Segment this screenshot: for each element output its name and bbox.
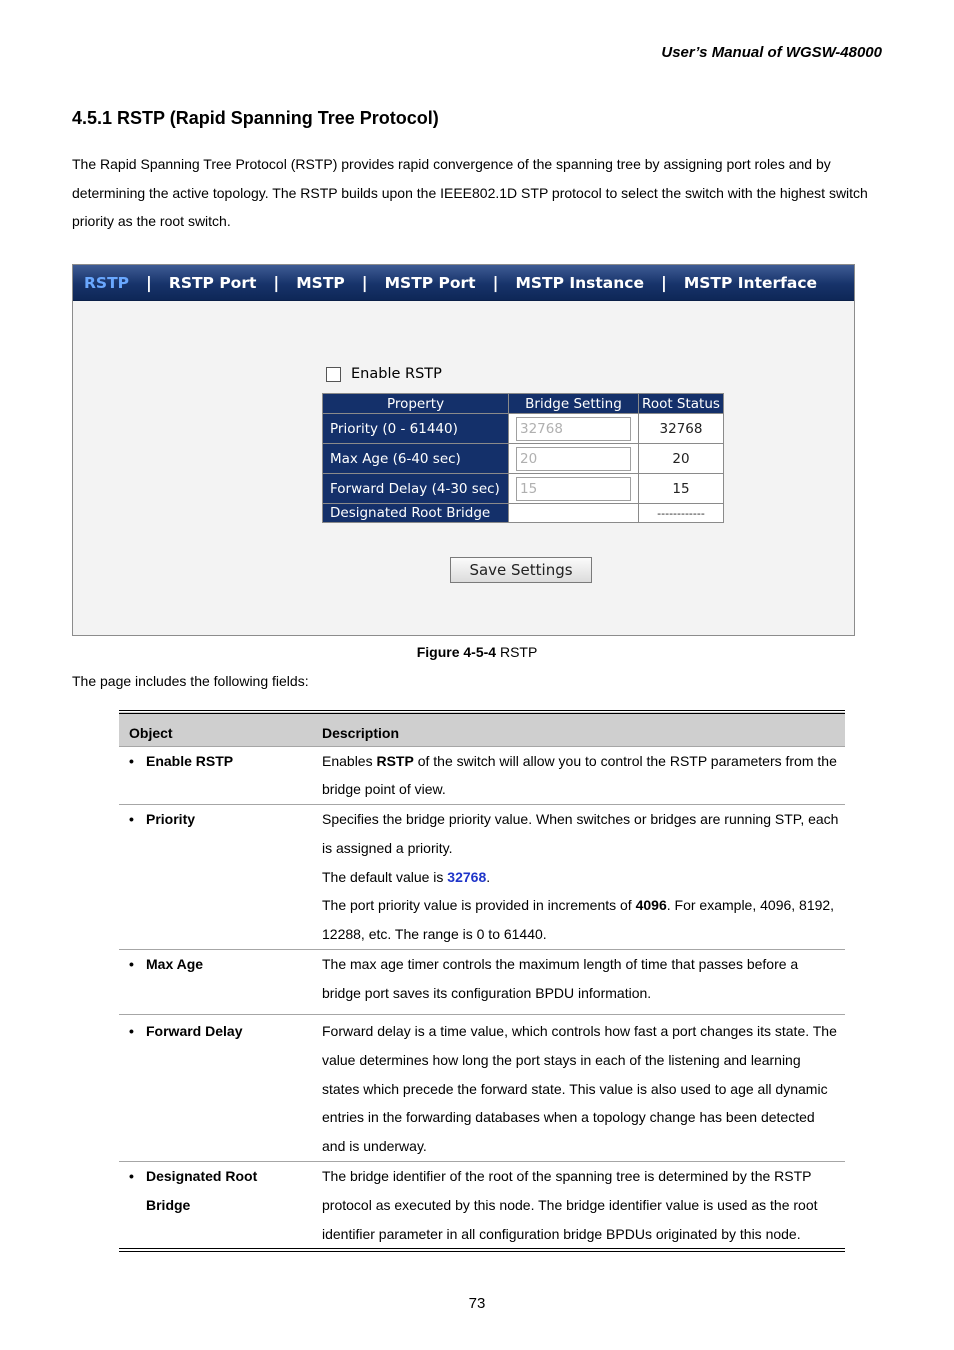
nav-separator: |	[661, 273, 667, 292]
table-row	[323, 504, 724, 523]
designated-root-setting	[509, 504, 639, 523]
max-age-root-status: 20	[639, 444, 724, 474]
table-row	[119, 805, 845, 950]
desc-designated-root: The bridge identifier of the root of the spanning tree is determined by the RSTP protocol as executed by this node. The bridge identifier value is used as the root identifier parameter in all configuration bridge BPDUs originated by this node.	[312, 1162, 845, 1251]
header-property: Property	[323, 394, 509, 414]
enable-rstp-label: Enable RSTP	[351, 366, 442, 382]
default-priority-value: 32768	[447, 868, 487, 885]
table-row	[119, 1015, 845, 1162]
priority-root-status: 32768	[639, 414, 724, 444]
tab-mstp-instance[interactable]: MSTP Instance	[515, 273, 644, 292]
page-number: 73	[468, 1295, 486, 1312]
tab-rstp-port[interactable]: RSTP Port	[168, 273, 257, 292]
desc-forward-delay: Forward delay is a time value, which controls how fast a port changes its state. The value determines how long the port stays in each of the listening and learning states which precede the forward state. This value is also used to age all dynamic entries in the forwarding databases when a topology change has been detected and is underway.	[312, 1015, 845, 1162]
save-settings-button[interactable]: Save Settings	[450, 557, 592, 583]
tab-mstp-interface[interactable]: MSTP Interface	[683, 273, 818, 292]
enable-rstp-row	[326, 366, 442, 382]
fields-intro: The page includes the following fields:	[72, 673, 309, 689]
header-description: Description	[312, 712, 845, 746]
tab-mstp[interactable]: MSTP	[296, 273, 345, 292]
header-bridge-setting: Bridge Setting	[509, 394, 639, 414]
nav-bar	[73, 265, 854, 301]
bullet-icon: •	[129, 811, 134, 828]
nav-separator: |	[146, 273, 152, 292]
figure-caption	[0, 644, 954, 660]
bullet-icon: •	[129, 956, 134, 973]
intro-paragraph: The Rapid Spanning Tree Protocol (RSTP) provides rapid convergence of the spanning tree by assigning port roles and by determining the active topology. The RSTP builds upon the IEEE802.1D STP protocol to select the switch with the highest switch priority as the root switch.	[72, 156, 868, 229]
enable-rstp-checkbox[interactable]	[326, 367, 341, 382]
row-label-designated-root: Designated Root Bridge	[323, 504, 509, 523]
priority-input[interactable]: 32768	[516, 417, 631, 441]
bullet-icon: •	[129, 1023, 134, 1040]
table-row	[323, 444, 724, 474]
object-forward-delay: Forward Delay	[146, 1023, 243, 1040]
bullet-icon: •	[129, 752, 134, 769]
designated-root-status: ------------	[639, 504, 724, 523]
object-enable-rstp: Enable RSTP	[146, 752, 234, 769]
tab-mstp-port[interactable]: MSTP Port	[384, 273, 476, 292]
row-label-forward-delay: Forward Delay (4-30 sec)	[323, 474, 509, 504]
table-row	[119, 746, 845, 805]
field-description-table	[119, 710, 845, 1252]
table-row	[323, 474, 724, 504]
desc-max-age: The max age timer controls the maximum length of time that passes before a bridge port saves its configuration BPDU information.	[312, 950, 845, 1015]
nav-separator: |	[492, 273, 499, 292]
bullet-icon: •	[129, 1168, 134, 1185]
object-designated-root: Designated Root Bridge	[146, 1168, 258, 1213]
table-row	[323, 414, 724, 444]
object-priority: Priority	[146, 811, 196, 828]
table-row	[119, 1162, 845, 1251]
running-header: User’s Manual of WGSW-48000	[661, 44, 882, 61]
max-age-input[interactable]: 20	[516, 447, 631, 471]
section-title: 4.5.1 RSTP (Rapid Spanning Tree Protocol)	[72, 108, 439, 128]
figure-title: RSTP	[496, 644, 538, 660]
desc-priority: Specifies the bridge priority value. When switches or bridges are running STP, each is assigned a priority. The default value is 32768. The port priority value is provided in increments of 4096. For example, 4096, 8192, 12288, etc. The range is 0 to 61440.	[312, 805, 845, 950]
header-root-status: Root Status	[639, 394, 724, 414]
row-label-max-age: Max Age (6-40 sec)	[323, 444, 509, 474]
nav-separator: |	[273, 273, 280, 292]
header-object: Object	[119, 712, 312, 746]
tab-rstp[interactable]: RSTP	[84, 273, 130, 292]
table-row	[119, 950, 845, 1015]
forward-delay-root-status: 15	[639, 474, 724, 504]
forward-delay-input[interactable]: 15	[516, 477, 631, 501]
nav-separator: |	[361, 273, 368, 292]
row-label-priority: Priority (0 - 61440)	[323, 414, 509, 444]
rstp-property-table	[322, 393, 724, 523]
object-max-age: Max Age	[146, 956, 204, 973]
rstp-screenshot-panel	[72, 264, 855, 636]
desc-enable-rstp: Enables RSTP of the switch will allow you to control the RSTP parameters from the bridge point of view.	[312, 746, 845, 805]
figure-number: Figure 4-5-4	[416, 644, 497, 660]
